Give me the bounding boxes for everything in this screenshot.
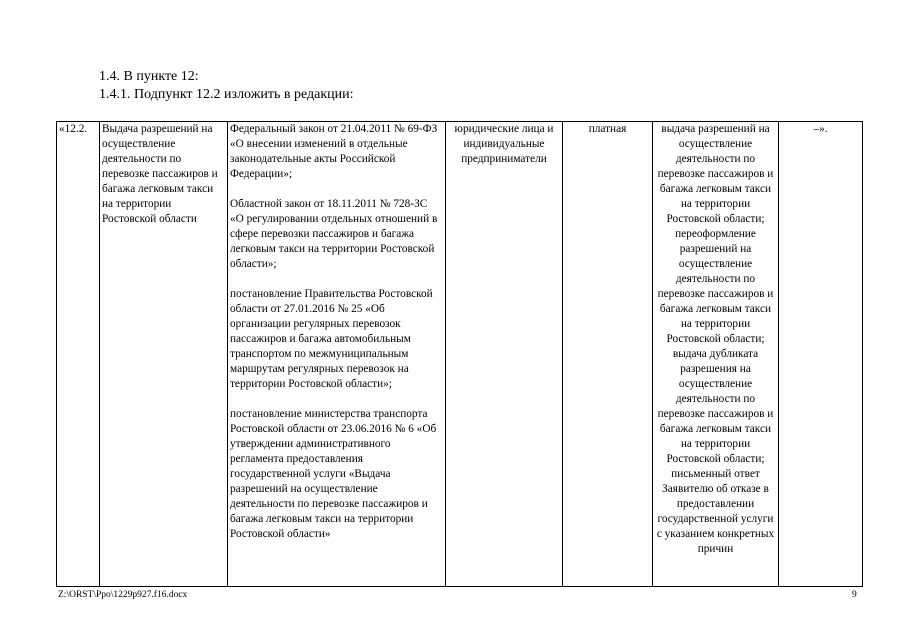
services-table xyxy=(56,121,863,587)
note-cell xyxy=(779,122,863,587)
legal-act: Федеральный закон от 21.04.2011 № 69-ФЗ «О внесении изменений в отдельные законодательные акты Российской Федерации»; xyxy=(230,123,438,180)
applicants-cell xyxy=(446,122,563,587)
table-row xyxy=(57,122,863,587)
payment-cell xyxy=(563,122,653,587)
legal-act: постановление Правительства Ростовской области от 27.01.2016 № 25 «Об организации регулярных перевозок пассажиров и багажа автомобильным транспортом по межмуниципальным маршрутам регулярных перевозок на территории Ростовской области»; xyxy=(230,288,433,390)
row-number-cell xyxy=(57,122,100,587)
payment-type: платная xyxy=(588,123,627,135)
subitem-heading: 1.4.1. Подпункт 12.2 изложить в редакции: xyxy=(99,87,354,102)
result-cell xyxy=(653,122,779,587)
note: –». xyxy=(813,123,828,135)
applicants: юридические лица и индивидуальные предприниматели xyxy=(454,123,554,165)
legal-act: постановление министерства транспорта Ростовской области от 23.06.2016 № 6 «Об утверждении административного регламента предоставления государственной услуги «Выдача разрешений на осуществление деятельности по перевозке пассажиров и багажа легковым такси на территории Ростовской области» xyxy=(230,408,437,540)
service-result: выдача разрешений на осуществление деятельности по перевозке пассажиров и багажа легковым такси на территории Ростовской области; переоформление разрешений на осуществление деятельности по перевозке пассажиров и багажа легковым такси на территории Ростовской области; выдача дубликата разрешения на осуществление деятельности по перевозке пассажиров и багажа легковым такси на территории Ростовской области; письменный ответ Заявителю об отказе в предоставлении государственной услуги с указанием конкретных причин xyxy=(656,123,775,555)
service-name: Выдача разрешений на осуществление деятельности по перевозке пассажиров и багажа легковым такси на территории Ростовской области xyxy=(102,123,218,225)
service-name-cell xyxy=(100,122,228,587)
file-path: Z:\ORST\Ppo\1229p927.f16.docx xyxy=(58,590,188,600)
page-number: 9 xyxy=(852,590,857,600)
row-number: «12.2. xyxy=(59,123,88,135)
item-heading: 1.4. В пункте 12: xyxy=(99,69,199,84)
legal-basis-cell xyxy=(228,122,446,587)
footer-divider xyxy=(56,586,862,587)
legal-act: Областной закон от 18.11.2011 № 728-ЗС «О регулировании отдельных отношений в сфере перевозки пассажиров и багажа легковым такси на территории Ростовской области»; xyxy=(230,198,438,270)
